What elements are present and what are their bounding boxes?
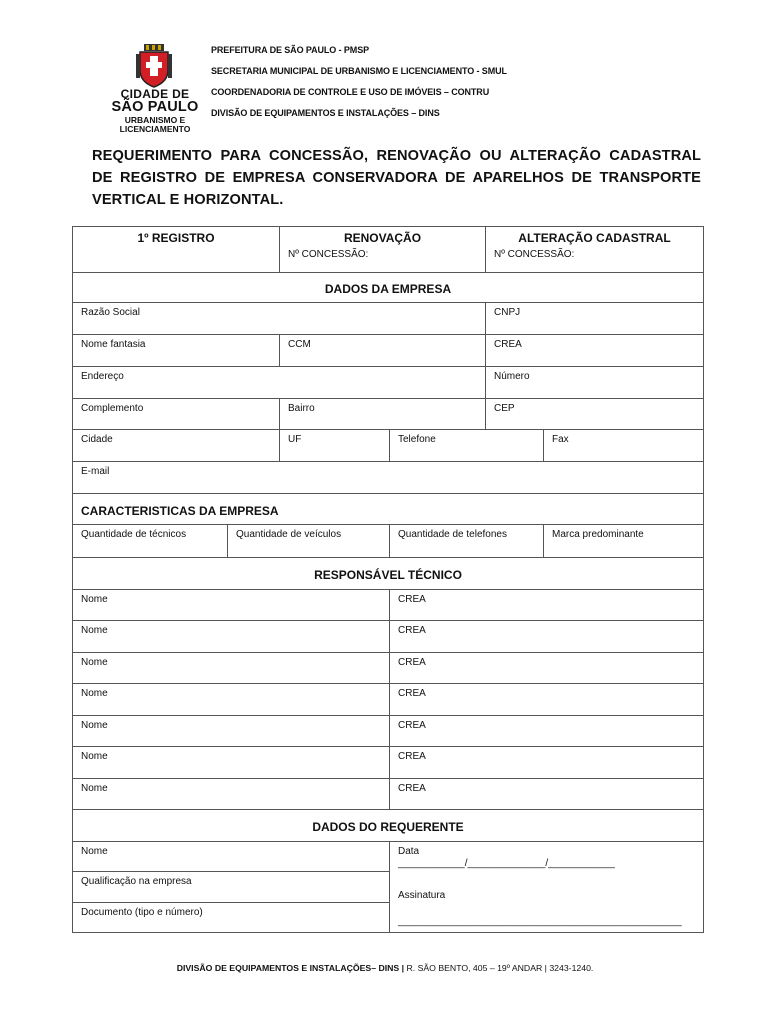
- razao-social-label: Razão Social: [81, 307, 140, 318]
- responsavel-crea-label: CREA: [398, 783, 426, 794]
- requerente-right-column: [389, 842, 703, 933]
- responsavel-row: [73, 684, 703, 716]
- assinatura-input-line[interactable]: ___________________________________________________: [398, 916, 682, 927]
- cidade-label: Cidade: [81, 434, 113, 445]
- empresa-heading: DADOS DA EMPRESA: [324, 282, 452, 296]
- uf-field[interactable]: [279, 430, 389, 461]
- responsavel-nome-field[interactable]: [73, 684, 389, 715]
- caracteristicas-row: [73, 524, 703, 558]
- request-type-row: [73, 227, 703, 273]
- complemento-label: Complemento: [81, 403, 144, 414]
- responsavel-nome-label: Nome: [81, 625, 108, 636]
- responsavel-row: [73, 590, 703, 621]
- requerente-nome-label: Nome: [81, 846, 108, 857]
- responsavel-crea-label: CREA: [398, 751, 426, 762]
- email-field[interactable]: [73, 462, 703, 493]
- qtd-tecnicos-field[interactable]: [73, 525, 227, 557]
- numero-field[interactable]: [485, 367, 703, 398]
- responsavel-nome-label: Nome: [81, 720, 108, 731]
- requerente-nome-field[interactable]: [73, 842, 389, 872]
- renovacao-concessao-label: Nº CONCESSÃO:: [288, 249, 369, 260]
- ccm-field[interactable]: [279, 335, 485, 366]
- crea-empresa-field[interactable]: [485, 335, 703, 366]
- marca-predominante-label: Marca predominante: [552, 529, 644, 540]
- nome-fantasia-field[interactable]: [73, 335, 279, 366]
- documento-label: Documento (tipo e número): [81, 907, 203, 918]
- responsavel-row: [73, 747, 703, 779]
- requerente-left-column: [73, 842, 389, 933]
- coat-of-arms-icon: [136, 44, 172, 88]
- responsavel-nome-label: Nome: [81, 657, 108, 668]
- header-institution-lines: [211, 44, 507, 128]
- requerente-section-header: [73, 810, 703, 842]
- empresa-row-razao: [73, 303, 703, 335]
- empresa-row-complemento: [73, 399, 703, 430]
- bairro-label: Bairro: [288, 403, 315, 414]
- responsavel-crea-field[interactable]: [389, 716, 703, 746]
- qtd-veiculos-label: Quantidade de veículos: [236, 529, 342, 540]
- email-label: E-mail: [81, 466, 110, 477]
- caracteristicas-section-header: [73, 494, 703, 524]
- empresa-section-header: [73, 273, 703, 303]
- caracteristicas-heading: CARACTERISTICAS DA EMPRESA: [81, 504, 279, 518]
- header-line-prefeitura: PREFEITURA DE SÃO PAULO - PMSP: [211, 45, 370, 55]
- responsavel-crea-field[interactable]: [389, 621, 703, 652]
- title-line-1: REQUERIMENTO PARA CONCESSÃO, RENOVAÇÃO OU ALTERAÇÃO CADASTRAL: [92, 148, 701, 164]
- qualificacao-field[interactable]: [73, 872, 389, 903]
- bairro-field[interactable]: [279, 399, 485, 429]
- responsavel-nome-label: Nome: [81, 751, 108, 762]
- header-line-coordenadoria: COORDENADORIA DE CONTROLE E USO DE IMÓVEIS – CONTRU: [211, 87, 490, 97]
- cnpj-label: CNPJ: [494, 307, 521, 318]
- endereco-field[interactable]: [73, 367, 485, 398]
- empresa-row-fantasia: [73, 335, 703, 367]
- empresa-row-email: [73, 462, 703, 494]
- responsavel-heading: RESPONSÁVEL TÉCNICO: [314, 568, 462, 582]
- uf-label: UF: [288, 434, 302, 445]
- marca-predominante-field[interactable]: [543, 525, 703, 557]
- title-line-3: VERTICAL E HORIZONTAL.: [92, 192, 284, 208]
- responsavel-row: [73, 653, 703, 684]
- numero-label: Número: [494, 371, 530, 382]
- title-line-2: DE REGISTRO DE EMPRESA CONSERVADORA DE APARELHOS DE TRANSPORTE: [92, 170, 701, 186]
- responsavel-nome-field[interactable]: [73, 590, 389, 620]
- cidade-field[interactable]: [73, 430, 279, 461]
- fax-label: Fax: [552, 434, 569, 445]
- city-logo: [100, 44, 210, 136]
- responsavel-row: [73, 779, 703, 810]
- nome-fantasia-label: Nome fantasia: [81, 339, 146, 350]
- responsavel-crea-label: CREA: [398, 688, 426, 699]
- logo-text-cidade: CIDADE DE: [120, 87, 190, 101]
- responsavel-crea-field[interactable]: [389, 779, 703, 809]
- responsavel-crea-field[interactable]: [389, 747, 703, 778]
- logo-text-licenciamento: LICENCIAMENTO: [119, 124, 191, 134]
- fax-field[interactable]: [543, 430, 703, 461]
- responsavel-nome-label: Nome: [81, 594, 108, 605]
- cep-field[interactable]: [485, 399, 703, 429]
- form-title: [92, 145, 701, 211]
- empresa-row-endereco: [73, 367, 703, 399]
- empresa-row-cidade: [73, 430, 703, 462]
- responsavel-nome-label: Nome: [81, 783, 108, 794]
- qtd-tecnicos-label: Quantidade de técnicos: [81, 529, 187, 540]
- qtd-telefones-label: Quantidade de telefones: [398, 529, 507, 540]
- telefone-field[interactable]: [389, 430, 543, 461]
- telefone-label: Telefone: [398, 434, 436, 445]
- responsavel-nome-field[interactable]: [73, 716, 389, 746]
- header-line-secretaria: SECRETARIA MUNICIPAL DE URBANISMO E LICENCIAMENTO - SMUL: [211, 66, 507, 76]
- request-form-table: [72, 226, 704, 933]
- requerente-block: [73, 842, 703, 933]
- data-label: Data: [398, 846, 420, 857]
- qualificacao-label: Qualificação na empresa: [81, 876, 192, 887]
- documento-field[interactable]: [73, 903, 389, 933]
- responsavel-crea-label: CREA: [398, 594, 426, 605]
- option-primeiro-registro-label: 1º REGISTRO: [137, 231, 215, 245]
- footer-address: R. SÃO BENTO, 405 – 19º ANDAR | 3243-1240.: [404, 963, 594, 973]
- option-alteracao-label: ALTERAÇÃO CADASTRAL: [518, 231, 671, 245]
- responsavel-nome-field[interactable]: [73, 621, 389, 652]
- cnpj-field[interactable]: [485, 303, 703, 334]
- logo-text-sao-paulo: SÃO PAULO: [111, 99, 199, 115]
- responsavel-crea-field[interactable]: [389, 590, 703, 620]
- responsavel-crea-label: CREA: [398, 625, 426, 636]
- crea-empresa-label: CREA: [494, 339, 522, 350]
- footer: [0, 963, 770, 973]
- complemento-field[interactable]: [73, 399, 279, 429]
- responsavel-row: [73, 621, 703, 653]
- responsavel-section-header: [73, 558, 703, 590]
- alteracao-concessao-label: Nº CONCESSÃO:: [494, 249, 575, 260]
- responsavel-crea-label: CREA: [398, 657, 426, 668]
- razao-social-field[interactable]: [73, 303, 485, 334]
- logo-text-urbanismo: URBANISMO E: [124, 115, 186, 125]
- ccm-label: CCM: [288, 339, 311, 350]
- cep-label: CEP: [494, 403, 515, 414]
- data-input-line[interactable]: ____________/______________/____________: [398, 858, 615, 869]
- responsavel-crea-field[interactable]: [389, 653, 703, 683]
- responsavel-nome-field[interactable]: [73, 653, 389, 683]
- responsavel-nome-field[interactable]: [73, 779, 389, 809]
- responsavel-nome-field[interactable]: [73, 747, 389, 778]
- qtd-telefones-field[interactable]: [389, 525, 543, 557]
- assinatura-label: Assinatura: [398, 890, 446, 901]
- endereco-label: Endereço: [81, 371, 124, 382]
- requerente-heading: DADOS DO REQUERENTE: [312, 820, 464, 834]
- header-line-divisao: DIVISÃO DE EQUIPAMENTOS E INSTALAÇÕES – DINS: [211, 108, 440, 118]
- footer-division: DIVISÃO DE EQUIPAMENTOS E INSTALAÇÕES– DINS |: [176, 963, 405, 973]
- responsavel-row: [73, 716, 703, 747]
- responsavel-crea-field[interactable]: [389, 684, 703, 715]
- qtd-veiculos-field[interactable]: [227, 525, 389, 557]
- option-primeiro-registro[interactable]: [73, 227, 279, 272]
- option-alteracao-cadastral[interactable]: [485, 227, 703, 272]
- option-renovacao[interactable]: [279, 227, 485, 272]
- option-renovacao-label: RENOVAÇÃO: [343, 231, 422, 245]
- responsavel-crea-label: CREA: [398, 720, 426, 731]
- responsavel-nome-label: Nome: [81, 688, 108, 699]
